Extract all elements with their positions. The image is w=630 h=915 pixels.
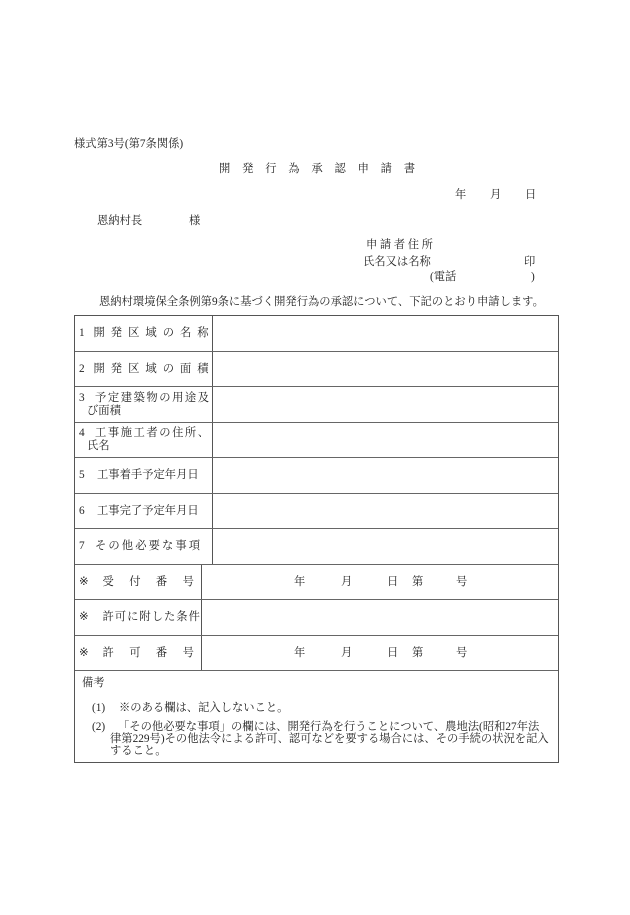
table-row-completion-date [75,494,558,530]
row-value-cell [213,458,558,493]
row-label: 開発区域の名称 [93,327,215,339]
row-label: その他必要な事項 [95,540,203,552]
table-row-permit-number [75,636,558,672]
row-value-cell [213,529,558,564]
value-dai-label: 第 [412,575,424,588]
row-label-cell [75,529,213,564]
row-label-cell [75,352,213,387]
document-title: 開発行為承認申請書 [219,163,427,175]
row-label-line-1: 工事施工者の住所、 [95,427,211,439]
table-row-receipt-number [75,565,558,601]
row-label: 工事完了予定年月日 [97,504,199,517]
row-number: 4 [79,427,85,439]
office-use-mark: ※ [79,575,89,588]
phone-label: (電話 [430,271,457,283]
row-value-cell [213,352,558,387]
office-use-mark: ※ [79,646,89,659]
row-number: 3 [79,391,85,404]
row-label-cell [75,600,202,635]
row-value-cell [213,387,558,422]
date-year-label: 年 [455,189,467,201]
date-month-label: 月 [490,189,502,201]
row-label-cell [75,636,210,671]
row-label-line-2: び面積 [87,404,121,417]
table-row-other-matters [75,529,558,565]
row-value-cell [213,423,558,458]
row-value-cell [202,636,558,671]
value-year-label: 年 [294,575,306,588]
row-label: 許可に附した条件 [102,611,201,623]
row-value-cell [202,600,558,635]
row-label-line-1: 予定建築物の用途及 [95,391,211,404]
applicant-address-label: 申請者住所 [366,239,436,251]
table-row-contractor-address-name [75,423,558,459]
row-label-cell [75,458,213,493]
applicant-name-label: 氏名又は名称 [363,256,431,268]
value-go-label: 号 [456,575,468,588]
table-row-development-area-name [75,316,558,352]
row-label-line-2: 氏名 [87,440,110,452]
remark-text-line-1: 「その他必要な事項」の欄には、開発行為を行うことについて、農地法(昭和27年法 [118,721,540,733]
remark-number: (1) [92,702,106,714]
row-label-cell [75,387,213,422]
application-table [74,315,559,763]
row-value-cell [213,316,558,351]
value-month-label: 月 [341,575,353,588]
form-number: 様式第3号(第7条関係) [74,138,184,150]
row-number: 7 [79,540,85,552]
row-label: 工事着手予定年月日 [97,469,199,481]
row-number: 2 [79,362,85,375]
seal-mark: 印 [524,256,536,268]
row-label-cell [75,316,213,351]
row-value-cell [202,565,558,600]
addressee-name: 恩納村長 [97,215,143,227]
remark-text: ※のある欄は、記入しないこと。 [119,702,289,714]
row-label: 受付番号 [102,575,210,588]
office-use-mark: ※ [79,611,89,623]
row-label-cell [75,494,213,529]
remark-text-line-2: 律第229号)その他法令による許可、認可などを要する場合には、その手続の状況を記入 [110,733,549,746]
row-label: 許可番号 [102,646,210,659]
addressee-honorific: 様 [189,215,201,227]
value-day-label: 日 [387,646,399,659]
row-number: 6 [79,504,85,517]
table-row-planned-building-use [75,387,558,423]
row-label-cell [75,423,213,458]
phone-close-paren: ) [531,271,535,283]
value-dai-label: 第 [412,646,424,659]
intro-paragraph: 恩納村環境保全条例第9条に基づく開発行為の承認について、下記のとおり申請します。 [99,296,544,308]
table-row-development-area-size [75,352,558,388]
remark-text-line-3: すること。 [110,745,167,758]
row-number: 1 [79,327,85,339]
table-row-permit-conditions [75,600,558,636]
row-label-cell [75,565,210,600]
value-year-label: 年 [294,646,306,659]
value-month-label: 月 [341,646,353,659]
row-label: 開発区域の面積 [93,362,215,375]
date-day-label: 日 [525,189,537,201]
value-day-label: 日 [387,575,399,588]
row-number: 5 [79,469,85,481]
row-value-cell [213,494,558,529]
table-row-start-date [75,458,558,494]
value-go-label: 号 [456,646,468,659]
remark-number: (2) [92,721,106,733]
remarks-title: 備考 [82,677,105,689]
